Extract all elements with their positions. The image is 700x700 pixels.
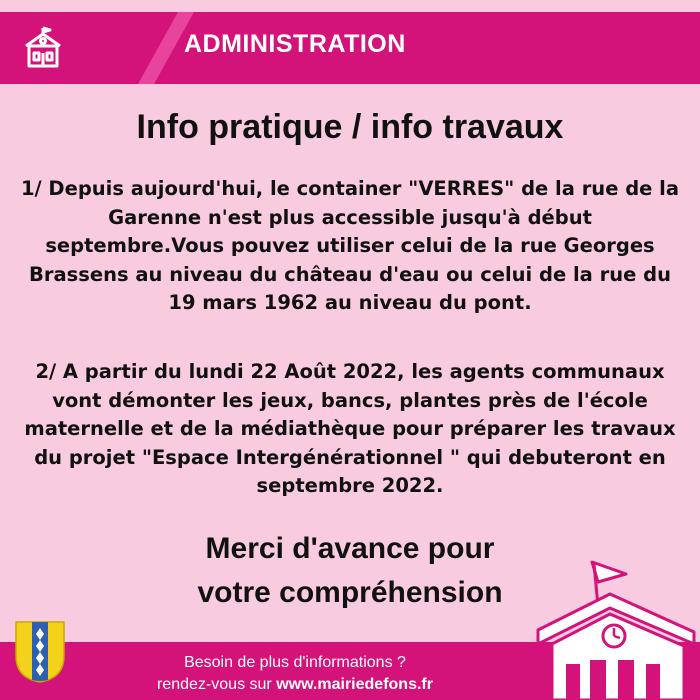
footer-prefix: rendez-vous sur [157, 676, 277, 693]
header-title: ADMINISTRATION [184, 30, 406, 58]
thanks-line-2: votre compréhension [197, 576, 503, 609]
info-paragraph-1: 1/ Depuis aujourd'hui, le container "VERRES" de la rue de la Garenne n'est plus accessible jusqu'à début septembre.Vous pouvez utiliser celui de la rue Georges Brassens au niveau du château d'eau ou celui de la rue du 19 mars 1962 au niveau du pont. [20, 177, 680, 314]
header-banner [0, 12, 700, 84]
town-hall-decoration-icon [534, 560, 700, 700]
coat-of-arms-icon [14, 620, 66, 684]
website-link[interactable]: www.mairiedefons.fr [276, 676, 433, 693]
thanks-line-1: Merci d'avance pour [205, 532, 495, 565]
footer-line-1: Besoin de plus d'informations ? [184, 654, 406, 671]
info-paragraph-2: 2/ A partir du lundi 22 Août 2022, les agents communaux vont démonter les jeux, bancs, plantes près de l'école maternelle et de la médiathèque pour préparer les travaux du projet "Espace Intergénérationnel " qui debuteront en septembre 2022. [24, 360, 676, 497]
footer-line-2 [95, 674, 495, 696]
page-title: Info pratique / info travaux [136, 108, 564, 146]
footer-info [95, 652, 495, 696]
town-hall-icon [20, 26, 66, 72]
